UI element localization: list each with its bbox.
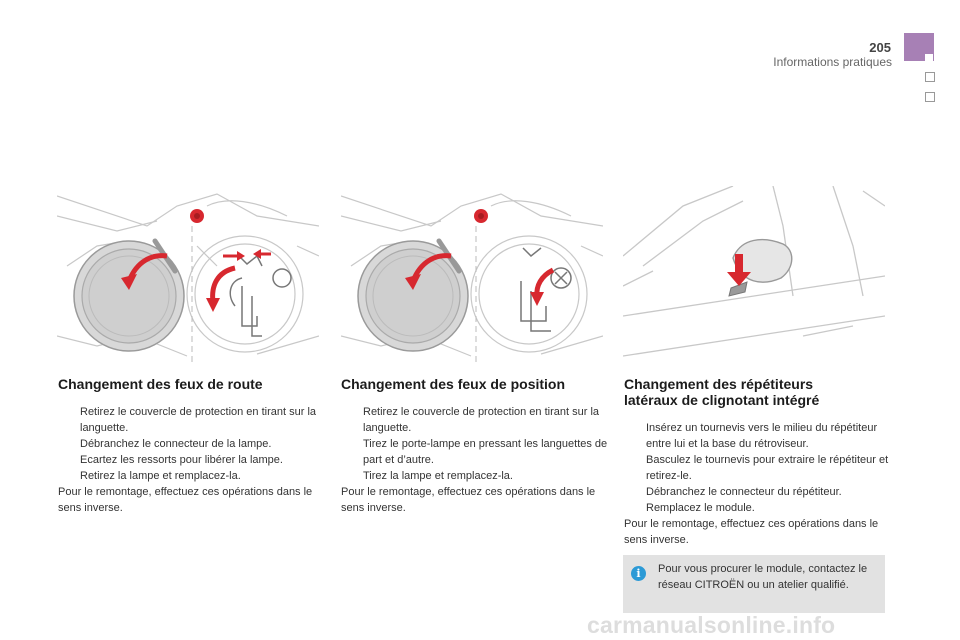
reassembly-note: Pour le remontage, effectuez ces opérations dans le sens inverse.: [341, 486, 596, 514]
list-item: Débranchez le connecteur de la lampe.: [80, 438, 272, 450]
reassembly-note: Pour le remontage, effectuez ces opérations dans le sens inverse.: [58, 486, 313, 514]
heading-position-lamp: Changement des feux de position: [341, 376, 566, 392]
tab-square-icon: [925, 54, 933, 62]
heading-side-repeater: Changement des répétiteurs latéraux de clignotant intégré: [624, 376, 820, 408]
info-box: [623, 555, 885, 613]
list-item: Retirez le couvercle de protection en tirant sur la languette.: [80, 406, 317, 434]
list-item: Insérez un tournevis vers le milieu du répétiteur entre lui et la base du rétroviseur.: [646, 422, 878, 450]
column-high-beam: [58, 376, 326, 516]
section-tab: [904, 33, 934, 61]
list-item: Débranchez le connecteur du répétiteur.: [646, 486, 842, 498]
illustration-high-beam: [57, 186, 319, 362]
illustration-position-lamp: [341, 186, 603, 362]
info-icon: i: [631, 566, 646, 581]
list-item: Retirez le couvercle de protection en tirant sur la languette.: [363, 406, 600, 434]
tab-box-icon: [925, 92, 935, 102]
list-item: Ecartez les ressorts pour libérer la lampe.: [80, 454, 283, 466]
list-item: Remplacez le module.: [646, 502, 755, 514]
tab-box-icon: [925, 72, 935, 82]
list-item: Tirez la lampe et remplacez-la.: [363, 470, 513, 482]
watermark: carmanualsonline.info: [587, 612, 836, 638]
list-item: Tirez le porte-lampe en pressant les languettes de part et d’autre.: [363, 438, 608, 466]
list-item: Basculez le tournevis pour extraire le répétiteur et retirez-le.: [646, 454, 889, 482]
section-title: Informations pratiques: [773, 55, 892, 69]
column-side-repeater: [624, 376, 892, 548]
illustration-side-repeater: [623, 186, 885, 362]
column-position-lamp: [341, 376, 609, 516]
heading-high-beam: Changement des feux de route: [58, 376, 263, 392]
reassembly-note: Pour le remontage, effectuez ces opérations dans le sens inverse.: [624, 518, 879, 546]
list-item: Retirez la lampe et remplacez-la.: [80, 470, 241, 482]
info-text: Pour vous procurer le module, contactez le réseau CITROËN ou un atelier qualifié.: [658, 563, 868, 591]
page-number: 205: [869, 40, 891, 55]
